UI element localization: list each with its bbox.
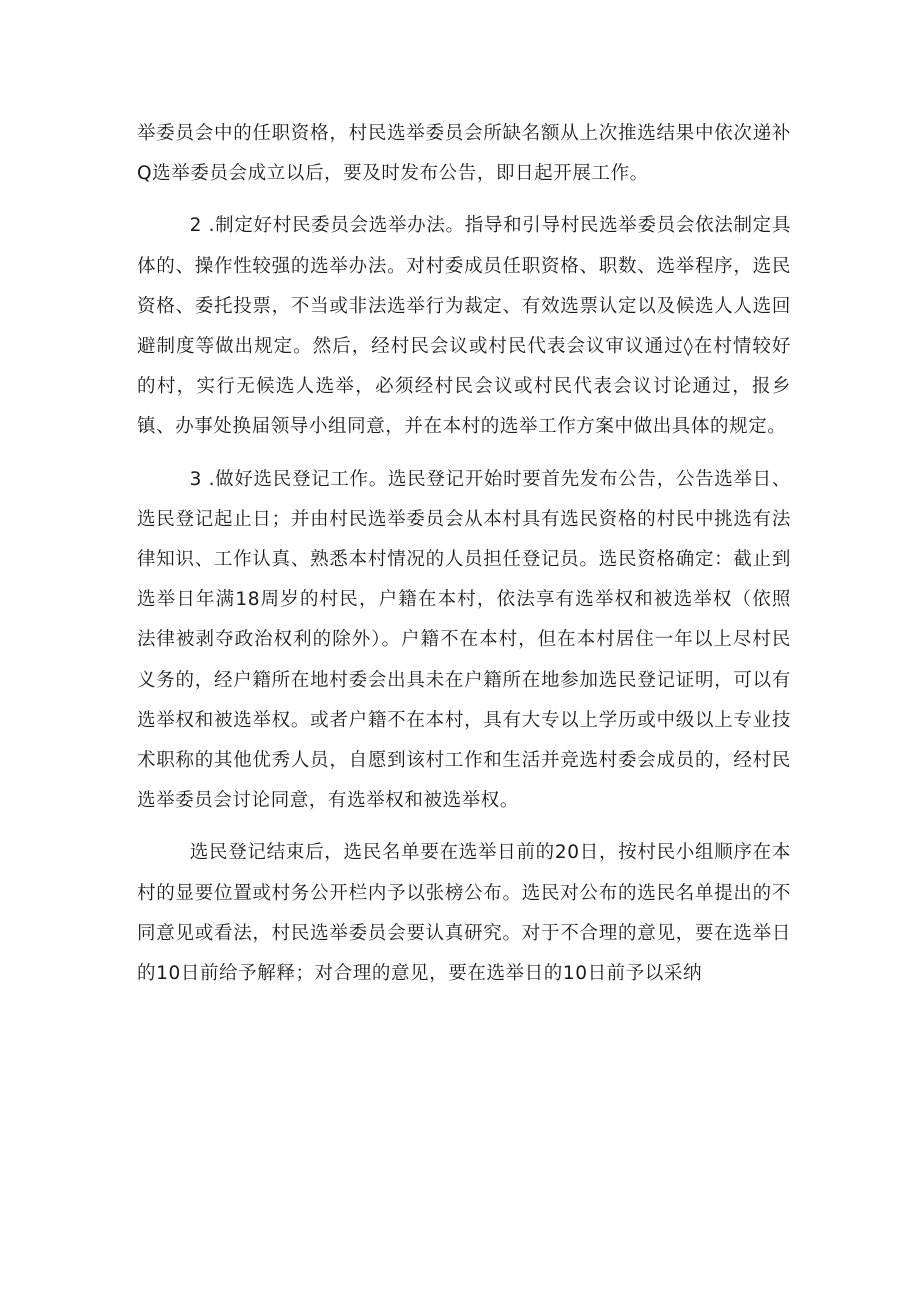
paragraph-spacer [137,821,791,833]
paragraph-1: 举委员会中的任职资格，村民选举委员会所缺名额从上次推选结果中依次递补Q选举委员会成立以后，要及时发布公告，即日起开展工作。 [137,123,791,185]
paragraph-spacer [137,448,791,460]
paragraph-spacer [137,194,791,206]
paragraph-3: 3 .做好选民登记工作。选民登记开始时要首先发布公告，公告选举日、选民登记起止日；并由村民选举委员会从本村具有选民资格的村民中挑选有法律知识、工作认真、熟悉本村情况的人员担任登记员。选民资格确定：截止到选举日年满18周岁的村民，户籍在本村，依法享有选举权和被选举权（依照法律被剥夺政治权利的除外）。户籍不在本村，但在本村居住一年以上尽村民义务的，经户籍所在地村委会出具未在户籍所在地参加选民登记证明，可以有选举权和被选举权。或者户籍不在本村，具有大专以上学历或中级以上专业技术职称的其他优秀人员，自愿到该村工作和生活并竞选村委会成员的，经村民选举委员会讨论同意，有选举权和被选举权。 [137,468,791,812]
paragraph-4: 选民登记结束后，选民名单要在选举日前的20日，按村民小组顺序在本村的显要位置或村务公开栏内予以张榜公布。选民对公布的选民名单提出的不同意见或看法，村民选举委员会要认真研究。对于不合理的意见，要在选举日的10日前给予解释；对合理的意见，要在选举日的10日前予以采纳 [137,842,791,985]
paragraph-2: 2 .制定好村民委员会选举办法。指导和引导村民选举委员会依法制定具体的、操作性较强的选举办法。对村委成员任职资格、职数、选举程序，选民资格、委托投票，不当或非法选举行为裁定、有效选票认定以及候选人人选回避制度等做出规定。然后，经村民会议或村民代表会议审议通过◊在村情较好的村，实行无候选人选举，必须经村民会议或村民代表会议讨论通过，报乡镇、办事处换届领导小组同意，并在本村的选举工作方案中做出具体的规定。 [137,215,791,438]
document-body [137,114,791,994]
